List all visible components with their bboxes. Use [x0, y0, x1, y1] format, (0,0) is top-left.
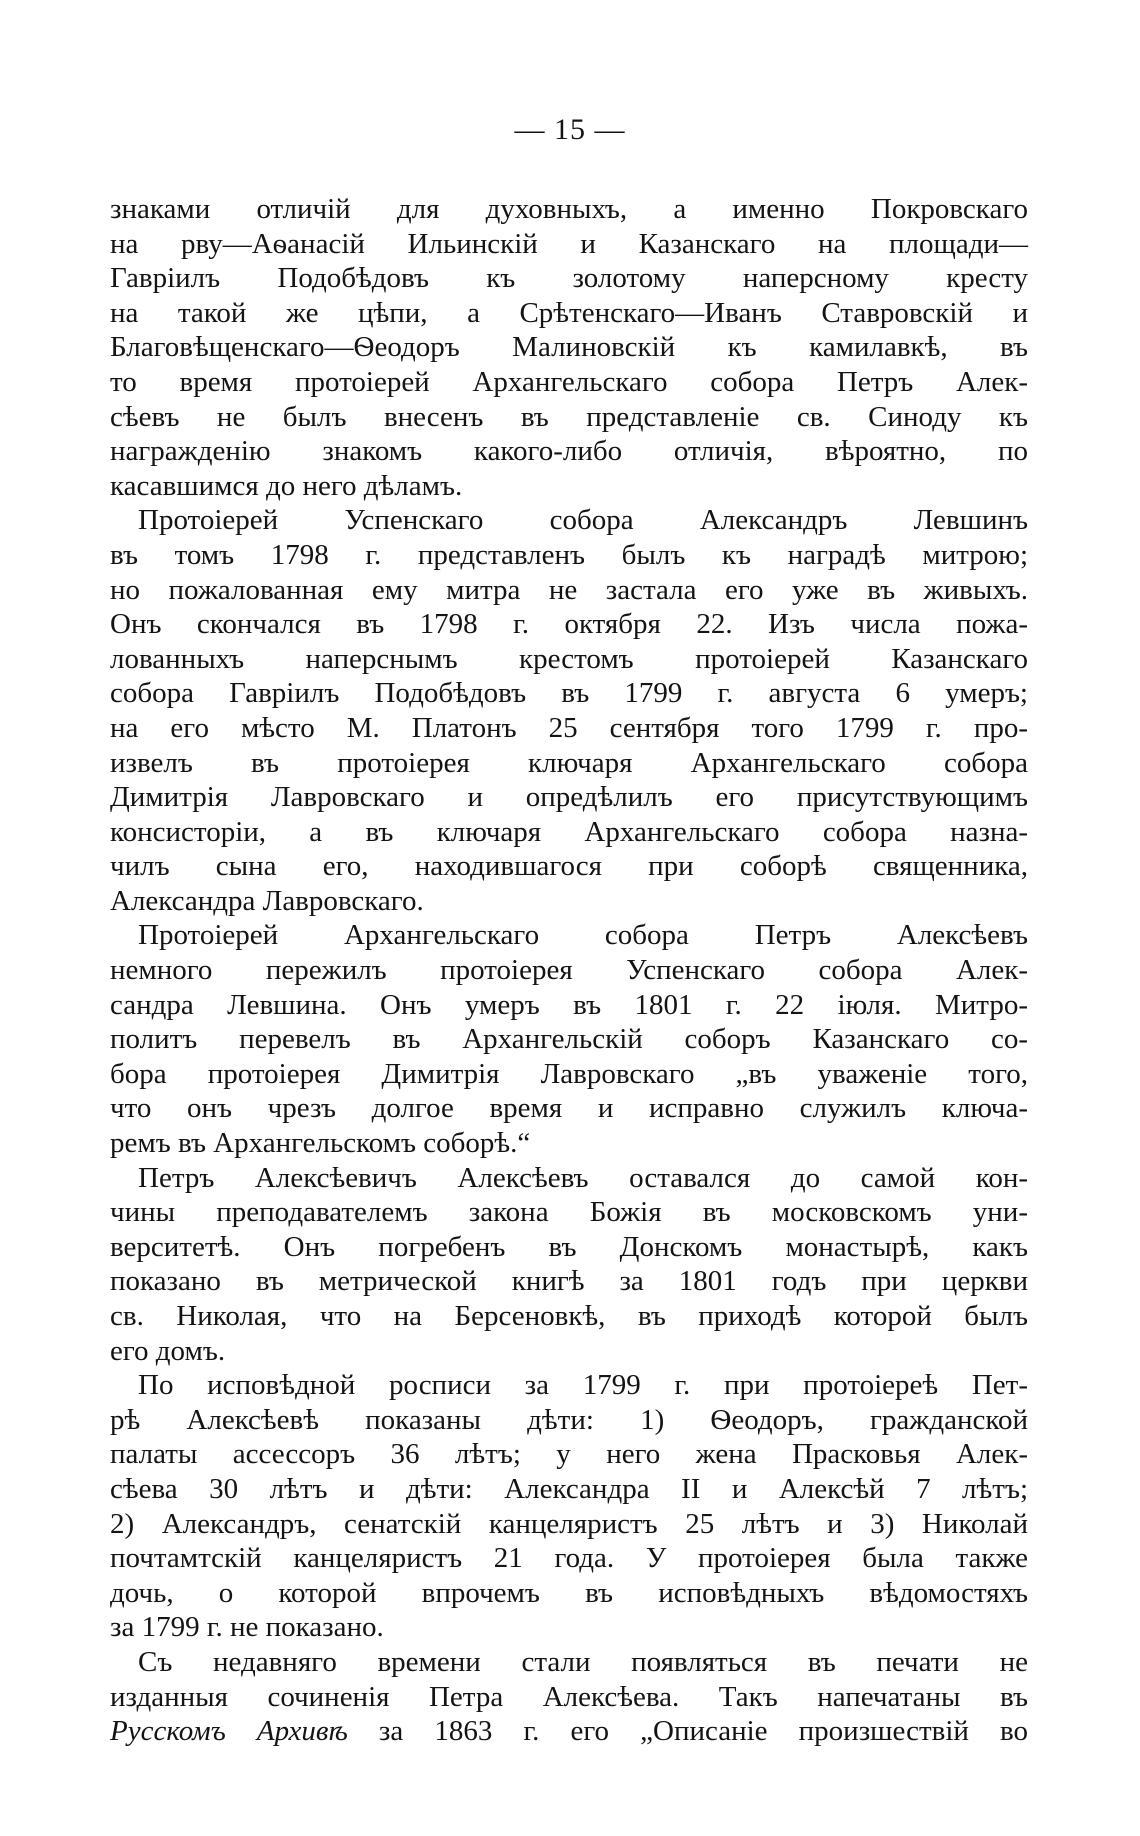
text-line: Онъ скончался въ 1798 г. октября 22. Изъ числа пожа-	[110, 608, 1028, 641]
text-line: сѣева 30 лѣтъ и дѣти: Александра II и Алексѣй 7 лѣтъ;	[110, 1472, 1028, 1505]
body-text	[110, 192, 1028, 1749]
text-line: 2) Александръ, сенатскій канцеляристъ 25 лѣтъ и 3) Николай	[110, 1507, 1028, 1540]
text-line: дочь, о которой впрочемъ въ исповѣдныхъ вѣдомостяхъ	[110, 1576, 1028, 1609]
text-line: чины преподавателемъ закона Божія въ московскомъ уни-	[110, 1196, 1028, 1229]
text-line: немного пережилъ протоіерея Успенскаго собора Алек-	[110, 954, 1028, 987]
text-line: рѣ Алексѣевѣ показаны дѣти: 1) Ѳеодоръ, гражданской	[110, 1403, 1028, 1436]
text-line: извелъ въ протоіерея ключаря Архангельскаго собора	[110, 746, 1028, 779]
text-line: но пожалованная ему митра не застала его уже въ живыхъ.	[110, 573, 1028, 606]
page-number: — 15 —	[514, 113, 626, 146]
text-line: то время протоіерей Архангельскаго собора Петръ Алек-	[110, 365, 1028, 398]
text-line: показано въ метрической книгѣ за 1801 годъ при церкви	[110, 1265, 1028, 1298]
text-line: знаками отличій для духовныхъ, а именно Покровскаго	[110, 193, 1028, 225]
text-line: св. Николая, что на Берсеновкѣ, въ приходѣ которой былъ	[110, 1300, 1028, 1332]
text-line: сѣевъ не былъ внесенъ въ представленіе св. Синоду къ	[110, 400, 1028, 433]
final-line-text: за 1863 г. его „Описаніе произшествій во	[347, 1715, 1029, 1748]
paragraph-first-line: Съ недавняго времени стали появляться въ печати не	[138, 1645, 1028, 1678]
paragraph-first-line: Протоіерей Архангельскаго собора Петръ Алексѣевъ	[138, 919, 1028, 952]
paragraph-last-line: Александра Лавровскаго.	[110, 884, 424, 917]
text-line: консисторіи, а въ ключаря Архангельскаго собора назна-	[110, 815, 1028, 848]
paragraph-first-line: Петръ Алексѣевичъ Алексѣевъ оставался до самой кон-	[138, 1161, 1028, 1194]
text-line: Димитрія Лавровскаго и опредѣлилъ его присутствующимъ	[110, 781, 1028, 814]
final-line	[110, 1714, 1028, 1749]
text-line: лованныхъ наперснымъ крестомъ протоіерей Казанскаго	[110, 642, 1028, 675]
text-line: верситетѣ. Онъ погребенъ въ Донскомъ монастырѣ, какъ	[110, 1230, 1028, 1263]
journal-title-italic: Русскомъ Архивѣ	[110, 1715, 348, 1748]
text-line: палаты ассессоръ 36 лѣтъ; у него жена Прасковья Алек-	[110, 1438, 1028, 1471]
text-line: Гавріилъ Подобѣдовъ къ золотому наперсному кресту	[110, 262, 1028, 295]
text-line: что онъ чрезъ долгое время и исправно служилъ ключа-	[110, 1092, 1028, 1125]
paragraph-first-line: Протоіерей Успенскаго собора Александръ Левшинъ	[138, 504, 1028, 537]
text-line: Благовѣщенскаго—Ѳеодоръ Малиновскій къ камилавкѣ, въ	[110, 331, 1028, 364]
text-line: чилъ сына его, находившагося при соборѣ священника,	[110, 850, 1028, 883]
text-line: въ томъ 1798 г. представленъ былъ къ наградѣ митрою;	[110, 538, 1028, 571]
text-line: награжденію знакомъ какого-либо отличія, вѣроятно, по	[110, 435, 1028, 468]
paragraph-last-line: за 1799 г. не показано.	[110, 1611, 384, 1644]
paragraph-last-line: ремъ въ Архангельскомъ соборѣ.“	[110, 1127, 531, 1160]
text-line: политъ перевелъ въ Архангельскій соборъ Казанскаго со-	[110, 1023, 1028, 1056]
paragraph-last-line: касавшимся до него дѣламъ.	[110, 469, 463, 502]
paragraph-first-line: По исповѣдной росписи за 1799 г. при протоіереѣ Пет-	[138, 1369, 1028, 1402]
text-line: изданныя сочиненія Петра Алексѣева. Такъ напечатаны въ	[110, 1680, 1028, 1713]
text-line: на такой же цѣпи, а Срѣтенскаго—Иванъ Ставровскій и	[110, 296, 1028, 329]
text-line: бора протоіерея Димитрія Лавровскаго „въ уваженіе того,	[110, 1057, 1028, 1090]
text-line: собора Гавріилъ Подобѣдовъ въ 1799 г. августа 6 умеръ;	[110, 677, 1028, 710]
text-line: сандра Левшина. Онъ умеръ въ 1801 г. 22 іюля. Митро-	[110, 988, 1028, 1021]
text-line: на его мѣсто М. Платонъ 25 сентября того 1799 г. про-	[110, 711, 1028, 744]
paragraph-last-line: его домъ.	[110, 1334, 226, 1367]
text-line: на рву—Аѳанасій Ильинскій и Казанскаго на площади—	[110, 227, 1028, 260]
text-line: почтамтскій канцеляристъ 21 года. У протоіерея была также	[110, 1542, 1028, 1575]
